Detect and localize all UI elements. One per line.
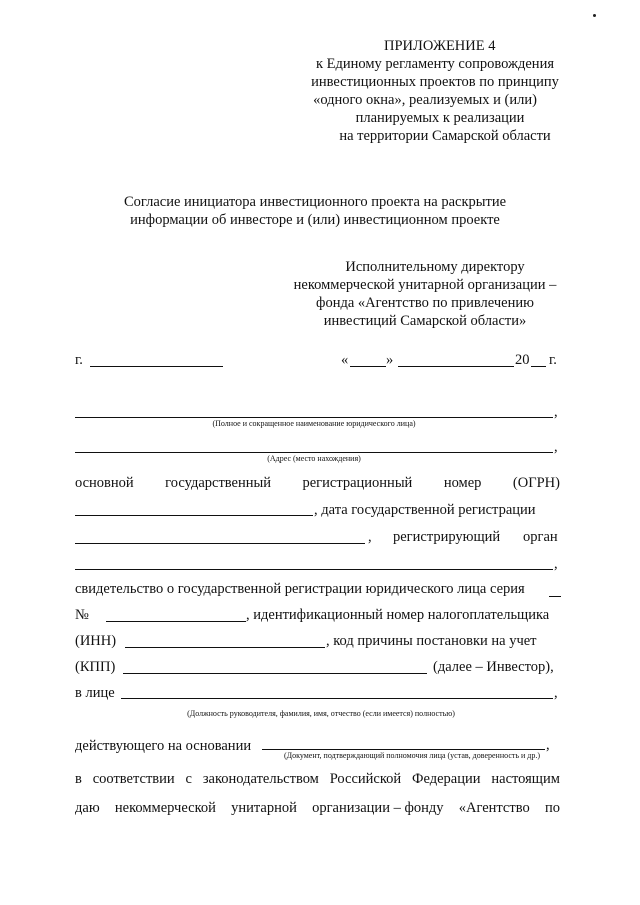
basis-caption: (Документ, подтверждающий полномочия лица (устав, доверенность и др.) bbox=[283, 751, 541, 760]
consent-paragraph-line-2 bbox=[75, 799, 560, 817]
addressee-line-1: Исполнительному директору bbox=[345, 259, 525, 275]
kpp-field[interactable] bbox=[123, 673, 427, 674]
ogrn-word-4: номер bbox=[443, 475, 482, 491]
city-field[interactable] bbox=[90, 366, 223, 367]
person-comma: , bbox=[554, 685, 558, 701]
legal-entity-caption: (Полное и сокращенное наименование юридического лица) bbox=[212, 419, 416, 428]
registering-body-word-2: орган bbox=[523, 529, 558, 545]
person-caption: (Должность руководителя, фамилия, имя, отчество (если имеется) полностью) bbox=[187, 709, 455, 718]
addressee-line-2: некоммерческой унитарной организации – bbox=[293, 277, 557, 293]
registering-body-word-1: регистрирующий bbox=[393, 529, 501, 545]
city-prefix: г. bbox=[75, 352, 83, 368]
person-field[interactable] bbox=[121, 698, 553, 699]
consent-paragraph-line-1 bbox=[75, 770, 560, 788]
registration-date-comma: , bbox=[368, 529, 372, 545]
ogrn-field[interactable] bbox=[75, 515, 313, 516]
inn-field[interactable] bbox=[125, 647, 325, 648]
registration-date-field[interactable] bbox=[75, 543, 365, 544]
registering-body-field[interactable] bbox=[75, 569, 553, 570]
address-field[interactable] bbox=[75, 452, 553, 453]
appendix-line-3: «одного окна», реализуемых и (или) bbox=[313, 92, 537, 108]
day-field[interactable] bbox=[350, 366, 386, 367]
basis-label: действующего на основании bbox=[75, 738, 252, 754]
para2-word-6: по bbox=[544, 800, 560, 816]
kpp-label: , код причины постановки на учет bbox=[326, 633, 537, 649]
ogrn-row bbox=[75, 474, 560, 492]
registering-body-comma: , bbox=[554, 556, 558, 572]
para1-word-3: с bbox=[185, 771, 192, 787]
certificate-series-field[interactable] bbox=[549, 596, 561, 597]
year-prefix: 20 bbox=[515, 352, 530, 368]
month-field[interactable] bbox=[398, 366, 514, 367]
para2-word-1: даю bbox=[75, 800, 100, 816]
certificate-label: свидетельство о государственной регистрации юридического лица серия bbox=[75, 581, 525, 597]
number-sign: № bbox=[75, 607, 89, 623]
legal-entity-name-field[interactable] bbox=[75, 417, 553, 418]
year-field[interactable] bbox=[531, 366, 546, 367]
ogrn-word-2: государственный bbox=[165, 475, 272, 491]
legal-entity-comma: , bbox=[554, 404, 558, 420]
appendix-line-4: планируемых к реализации bbox=[355, 110, 525, 126]
addressee-line-4: инвестиций Самарской области» bbox=[323, 313, 527, 329]
ogrn-word-5: (ОГРН) bbox=[512, 475, 560, 491]
appendix-title: ПРИЛОЖЕНИЕ 4 bbox=[384, 38, 496, 54]
ogrn-word-3: регистрационный bbox=[302, 475, 413, 491]
ogrn-word-1: основной bbox=[75, 475, 134, 491]
inn-label: , идентификационный номер налогоплательщика bbox=[246, 607, 550, 623]
address-caption: (Адрес (место нахождения) bbox=[267, 454, 361, 463]
para2-word-2: некоммерческой bbox=[114, 800, 216, 816]
para1-word-6: Федерации bbox=[412, 771, 481, 787]
registration-date-label: , дата государственной регистрации bbox=[314, 502, 536, 518]
person-label: в лице bbox=[75, 685, 115, 701]
para1-word-4: законодательством bbox=[202, 771, 319, 787]
doc-title-line-2: информации об инвесторе и (или) инвестиционном проекте bbox=[130, 212, 500, 228]
year-suffix: г. bbox=[549, 352, 557, 368]
inn-short: (ИНН) bbox=[75, 633, 117, 649]
day-quote-close: » bbox=[386, 352, 394, 368]
para1-word-1: в bbox=[75, 771, 82, 787]
basis-comma: , bbox=[546, 737, 550, 753]
para1-word-2: соответствии bbox=[92, 771, 175, 787]
appendix-line-5: на территории Самарской области bbox=[339, 128, 551, 144]
kpp-short: (КПП) bbox=[75, 659, 116, 675]
para1-word-7: настоящим bbox=[491, 771, 560, 787]
day-quote-open: « bbox=[341, 352, 349, 368]
address-comma: , bbox=[554, 439, 558, 455]
para2-word-4: организации – фонду bbox=[312, 800, 444, 816]
addressee-line-3: фонда «Агентство по привлечению bbox=[316, 295, 534, 311]
basis-field[interactable] bbox=[262, 749, 545, 750]
doc-title-line-1: Согласие инициатора инвестиционного проекта на раскрытие bbox=[123, 194, 507, 210]
para2-word-5: «Агентство bbox=[458, 800, 530, 816]
para2-word-3: унитарной bbox=[231, 800, 297, 816]
investor-suffix: (далее – Инвестор), bbox=[433, 659, 554, 675]
appendix-line-1: к Единому регламенту сопровождения bbox=[315, 56, 554, 72]
scan-speck bbox=[593, 14, 596, 17]
para1-word-5: Российской bbox=[329, 771, 402, 787]
certificate-number-field[interactable] bbox=[106, 621, 246, 622]
appendix-line-2: инвестиционных проектов по принципу bbox=[311, 74, 559, 90]
